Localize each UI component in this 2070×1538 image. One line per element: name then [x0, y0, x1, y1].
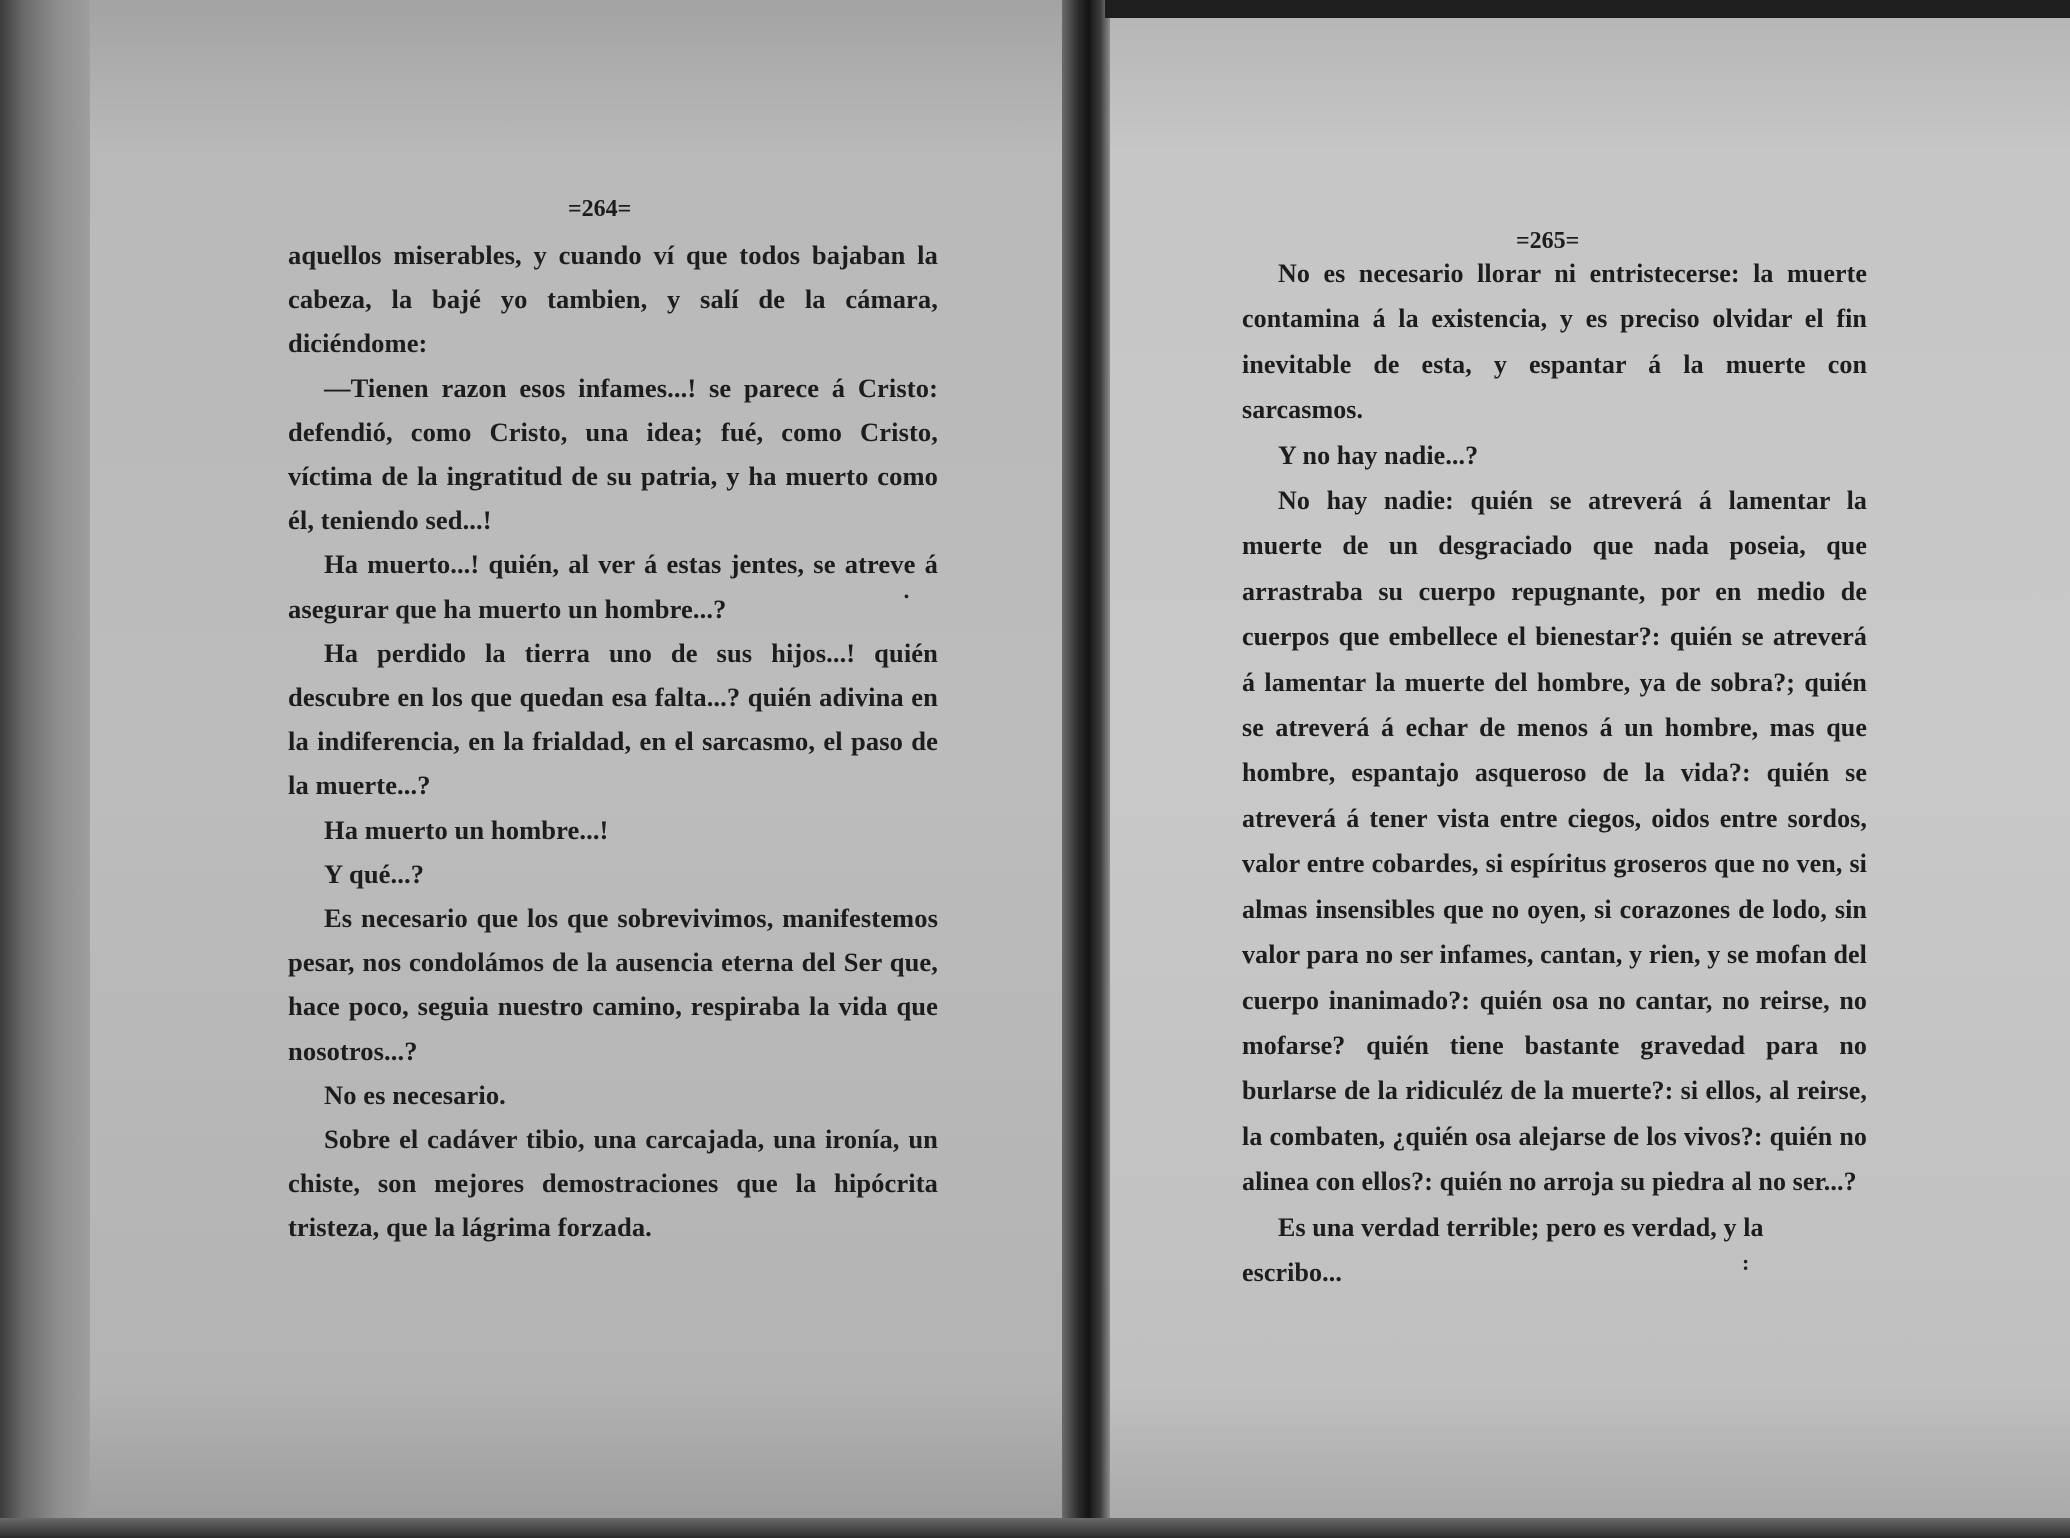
right-page-number: =265=	[1516, 228, 1580, 254]
left-paragraph: No es necesario.	[324, 1079, 506, 1110]
left-paragraph: aquellos miserables, y cuando ví que todos bajaban la cabeza, la bajé yo tambien, y salí de la cámara, diciéndome:	[288, 240, 938, 359]
left-paragraph: Ha perdido la tierra uno de sus hijos...! quién descubre en los que quedan esa falta...? quién adivina en la indiferencia, en la frialdad, en el sarcasmo, el paso de la muerte...?	[288, 637, 938, 801]
left-paragraph: Sobre el cadáver tibio, una carcajada, una ironía, un chiste, son mejores demostraciones que la hipócrita tristeza, que la lágrima forzada.	[288, 1124, 938, 1243]
left-page-number: =264=	[568, 196, 632, 222]
left-paragraph: Es necesario que los que sobrevivimos, manifestemos pesar, nos condolámos de la ausencia eterna del Ser que, hace poco, seguia nuestro camino, respiraba la vida que nosotros...?	[288, 903, 938, 1066]
right-paragraph: Es una verdad terrible; pero es verdad, y la escribo...	[1242, 1212, 1764, 1287]
book-edge-left	[0, 0, 95, 1538]
top-shadow	[1105, 0, 2070, 18]
left-paragraph: Ha muerto...! quién, al ver á estas jentes, se atreve á asegurar que ha muerto un hombre...?	[288, 549, 938, 624]
book-gutter	[1062, 0, 1110, 1538]
right-paragraph: No hay nadie: quién se atreverá á lamentar la muerte de un desgraciado que nada poseia, que arrastraba su cuerpo repugnante, por en medio de cuerpos que embellece el bienestar?: quién se atreverá á lamentar la muerte del hombre, ya de sobra?; quién se atreverá á echar de menos á un hombre, mas que hombre, espantajo asqueroso de la vida?: quién se atreverá á tener vista entre ciegos, oidos entre sordos, valor entre cobardes, si espíritus groseros que no ven, si almas insensibles que no oyen, si corazones de lodo, sin valor para no ser infames, cantan, y rien, y se mofan del cuerpo inanimado?: quién osa no cantar, no reirse, no mofarse? quién tiene bastante gravedad para no burlarse de la ridiculéz de la muerte?: si ellos, al reirse, la combaten, ¿quién osa alejarse de los vivos?: quién no alinea con ellos?: quién no arroja su piedra al no ser...?	[1242, 486, 1867, 1197]
right-paragraph: Y no hay nadie...?	[1278, 440, 1479, 470]
left-page-text	[288, 233, 938, 1250]
bottom-shadow	[0, 1518, 2070, 1538]
left-paragraph: —Tienen razon esos infames...! se parece á Cristo: defendió, como Cristo, una idea; fué, como Cristo, víctima de la ingratitud de su patria, y ha muerto como él, teniendo sed...!	[288, 372, 938, 536]
left-paragraph: Ha muerto un hombre...!	[324, 814, 609, 845]
ink-speck: •	[904, 590, 909, 605]
right-paragraph: No es necesario llorar ni entristecerse: la muerte contamina á la existencia, y es preciso olvidar el fin inevitable de esta, y espantar á la muerte con sarcasmos.	[1242, 259, 1867, 425]
right-page-text	[1242, 251, 1867, 1295]
ink-speck: :	[1742, 1250, 1750, 1275]
left-paragraph: Y qué...?	[324, 858, 425, 889]
